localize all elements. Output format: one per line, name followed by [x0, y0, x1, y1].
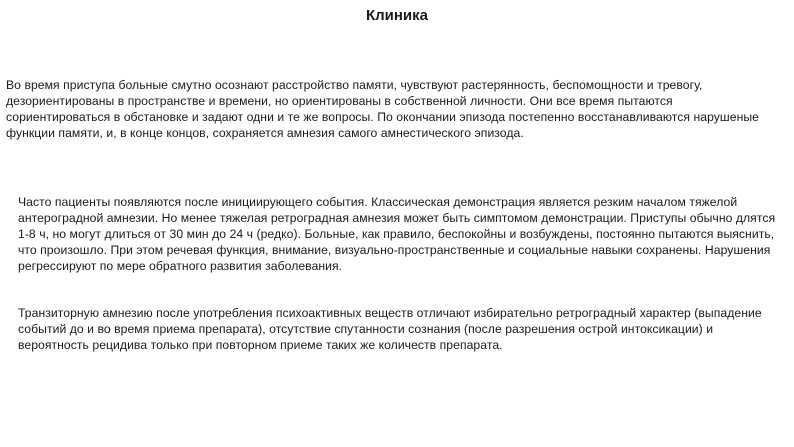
paragraph-substance-induced-amnesia: Транзиторную амнезию после употребления психоактивных веществ отличают избирательно ретроградный характер (выпадение событий до и во время приема препарата), отсутствие спутанности сознания (после разрешения острой интоксикации) и вероятность рецидива только при повторном приеме таких же количеств препарата.	[18, 306, 762, 352]
paragraph-episode-description: Во время приступа больные смутно осознают расстройство памяти, чувствуют растерянность, беспомощности и тревогу, дезориентированы в пространстве и времени, но ориентированы в собственной личности. Они все время пытаются сориентироваться в обстановке и задают одни и те же вопросы. По окончании эпизода постепенно восстанавливаются нарушеные функции памяти, и, в конце концов, сохраняется амнезия самого амнестического эпизода.	[6, 78, 760, 140]
paragraph-onset-and-course: Часто пациенты появляются после инициирующего события. Классическая демонстрация является резким началом тяжелой антероградной амнезии. Но менее тяжелая ретроградная амнезия может быть симптомом демонстрации. Приступы обычно длятся 1-8 ч, но могут длиться от 30 мин до 24 ч (редко). Больные, как правило, беспокойны и возбуждены, постоянно пытаются выяснить, что произошло. При этом речевая функция, внимание, визуально-пространственные и социальные навыки сохранены. Нарушения регрессируют по мере обратного развития заболевания.	[18, 195, 776, 273]
page-title: Клиника	[365, 7, 429, 24]
